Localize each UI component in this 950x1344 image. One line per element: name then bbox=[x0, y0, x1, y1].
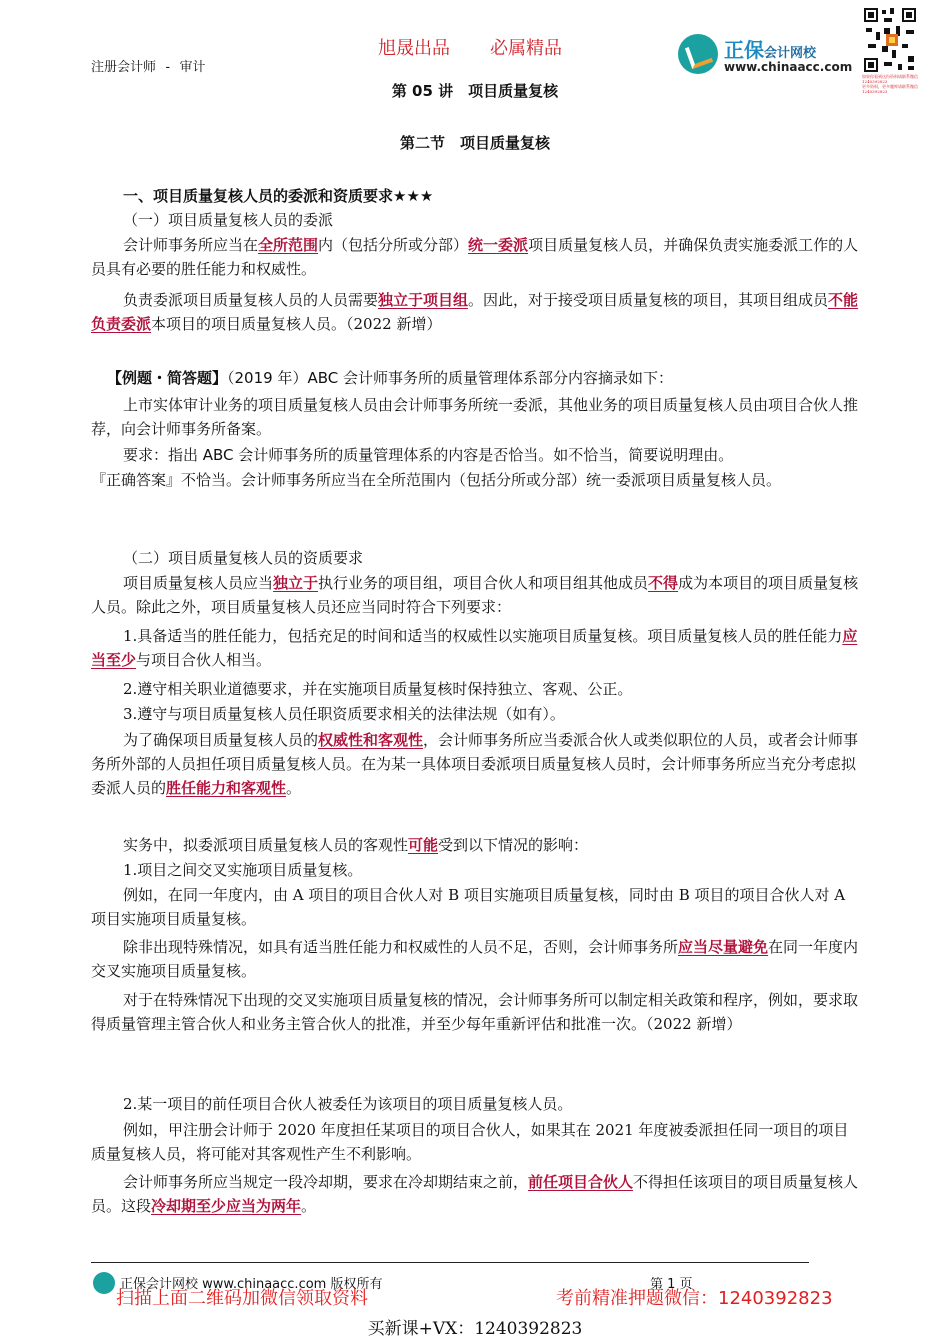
heading-1: 一、项目质量复核人员的委派和资质要求★★★ bbox=[123, 187, 434, 205]
requirement-3: 3.遵守与项目质量复核人员任职资质要求相关的法律法规（如有）。 bbox=[123, 705, 565, 723]
qr-code-icon bbox=[862, 6, 918, 74]
paragraph-2: 负责委派项目质量复核人员的人员需要独立于项目组。因此，对于接受项目质量复核的项目，其项目组成员不能负责委派本项目的项目质量复核人员。（2022 新增） bbox=[91, 291, 859, 333]
paragraph-3: 项目质量复核人员应当独立于执行业务的项目组，项目合伙人和项目组其他成员不得成为本项目的项目质量复核人员。除此之外，项目质量复核人员还应当同时符合下列要求： bbox=[91, 574, 859, 616]
slogan-text-2: 必属精品 bbox=[490, 38, 562, 59]
paragraph-5: 实务中，拟委派项目质量复核人员的客观性可能受到以下情况的影响： bbox=[123, 836, 589, 854]
logo-url: www.chinaacc.com bbox=[724, 60, 853, 74]
case-2-rule: 会计师事务所应当规定一段冷却期，要求在冷却期结束之前，前任项目合伙人不得担任该项目的项目质量复核人员。这段冷却期至少应当为两年。 bbox=[91, 1173, 859, 1215]
promo-text-left: 扫描上面二维码加微信领取资料 bbox=[116, 1288, 368, 1309]
case-1: 1.项目之间交叉实施项目质量复核。 bbox=[123, 861, 363, 879]
heading-1-1: （一）项目质量复核人员的委派 bbox=[123, 211, 334, 229]
example-answer: 『正确答案』不恰当。会计师事务所应当在全所范围内（包括分所或分部）统一委派项目质量复核人员。 bbox=[91, 471, 782, 489]
course-name: 注册会计师 - 审计 bbox=[91, 60, 206, 75]
requirement-2: 2.遵守相关职业道德要求，并在实施项目质量复核时保持独立、客观、公正。 bbox=[123, 680, 633, 698]
case-2-example: 例如，甲注册会计师于 2020 年度担任某项目的项目合伙人，如果其在 2021 年度被委派担任同一项目的项目质量复核人员，将可能对其客观性产生不利影响。 bbox=[91, 1121, 849, 1163]
promo-text-right: 考前精准押题微信：1240392823 bbox=[556, 1288, 833, 1309]
qr-caption-1: 如果你看到这份资料请联系微信 1240392823 bbox=[862, 74, 918, 84]
logo-name: 正保会计网校 bbox=[724, 38, 817, 62]
requirement-1: 1.具备适当的胜任能力，包括充足的时间和适当的权威性以实施项目质量复核。项目质量复核人员的胜任能力应当至少与项目合伙人相当。 bbox=[91, 627, 858, 669]
qr-code-block bbox=[862, 6, 918, 94]
example-heading: 【例题・简答题】（2019 年）ABC 会计师事务所的质量管理体系部分内容摘录如下： bbox=[107, 369, 673, 387]
header-slogan bbox=[378, 34, 602, 60]
qr-caption-2: 更多资料，更多题库请联系微信 1240392823 bbox=[862, 84, 918, 94]
chinaacc-logo bbox=[678, 30, 858, 80]
heading-1-2: （二）项目质量复核人员的资质要求 bbox=[123, 549, 364, 567]
page-number: 第 1 页 bbox=[650, 1277, 693, 1292]
example-body: 上市实体审计业务的项目质量复核人员由会计师事务所统一委派，其他业务的项目质量复核人员由项目合伙人推荐，向会计师事务所备案。 bbox=[91, 396, 859, 438]
case-1-exception: 对于在特殊情况下出现的交叉实施项目质量复核的情况，会计师事务所可以制定相关政策和程序，例如，要求取得质量管理主管合伙人和业务主管合伙人的批准，并至少每年重新评估和批准一次。（2022 新增） bbox=[91, 991, 859, 1033]
footer-copyright: 正保会计网校 www.chinaacc.com 版权所有 bbox=[120, 1277, 383, 1292]
slogan-text-1: 旭晟出品 bbox=[378, 38, 450, 59]
case-2: 2.某一项目的前任项目合伙人被委任为该项目的项目质量复核人员。 bbox=[123, 1095, 573, 1113]
footer-logo-icon bbox=[93, 1272, 115, 1294]
case-1-rule: 除非出现特殊情况，如具有适当胜任能力和权威性的人员不足，否则，会计师事务所应当尽量避免在同一年度内交叉实施项目质量复核。 bbox=[91, 938, 859, 980]
footer-divider bbox=[91, 1262, 809, 1263]
example-requirement: 要求：指出 ABC 会计师事务所的质量管理体系的内容是否恰当。如不恰当，简要说明理由。 bbox=[123, 446, 734, 464]
paragraph-1: 会计师事务所应当在全所范围内（包括分所或分部）统一委派项目质量复核人员，并确保负责实施委派工作的人员具有必要的胜任能力和权威性。 bbox=[91, 236, 859, 278]
case-1-example: 例如，在同一年度内，由 A 项目的项目合伙人对 B 项目实施项目质量复核，同时由 B 项目的项目合伙人对 A 项目实施项目质量复核。 bbox=[91, 886, 846, 928]
section-title: 第二节 项目质量复核 bbox=[399, 134, 550, 152]
paragraph-4: 为了确保项目质量复核人员的权威性和客观性，会计师事务所应当委派合伙人或类似职位的人员，或者会计师事务所外部的人员担任项目质量复核人员。在为某一具体项目委派项目质量复核人员时，会计师事务所应当充分考虑拟委派人员的胜任能力和客观性。 bbox=[91, 731, 859, 797]
logo-mark-icon bbox=[678, 34, 718, 74]
lecture-title: 第 05 讲 项目质量复核 bbox=[391, 82, 559, 100]
promo-text-bottom: 买新课+VX：1240392823 bbox=[367, 1319, 583, 1339]
